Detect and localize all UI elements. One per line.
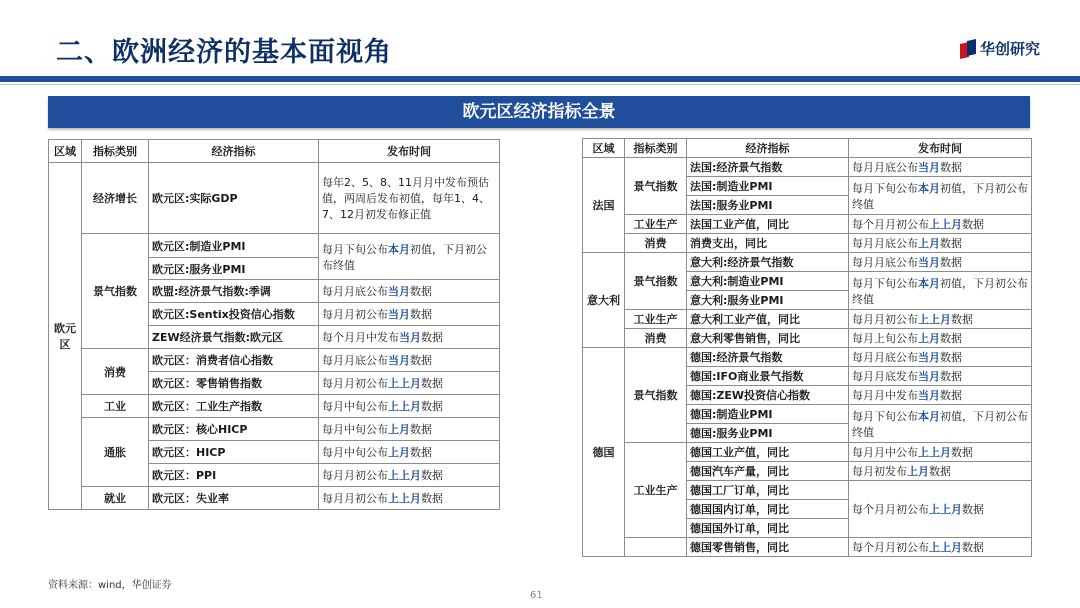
category-cell: 景气指数 [625, 253, 687, 310]
table-row [49, 349, 500, 372]
publish-cell: 每个月月初公布上上月数据 [849, 538, 1032, 557]
table-row [49, 487, 500, 510]
publish-cell: 每月下旬公布本月初值，下月初公布终值 [849, 405, 1032, 443]
table-row [583, 443, 1032, 462]
indicator-cell: 欧元区：PPI [149, 464, 319, 487]
table-header-row [49, 140, 500, 163]
indicator-cell: 德国:经济景气指数 [687, 348, 849, 367]
publish-cell: 每月月初公布上上月数据 [849, 310, 1032, 329]
indicator-cell: 欧元区：消费者信心指数 [149, 349, 319, 372]
indicator-cell: 德国:ZEW投资信心指数 [687, 386, 849, 405]
page-title: 二、欧洲经济的基本面视角 [56, 37, 392, 68]
category-cell: 消费 [625, 329, 687, 348]
indicator-cell: 意大利零售销售，同比 [687, 329, 849, 348]
category-cell: 工业生产 [625, 215, 687, 234]
publish-cell: 每月月底公布上月数据 [849, 234, 1032, 253]
table-row [49, 395, 500, 418]
category-cell: 景气指数 [625, 348, 687, 443]
indicator-cell: 法国:服务业PMI [687, 196, 849, 215]
publish-cell: 每月月底公布当月数据 [319, 280, 500, 303]
header-cell: 发布时间 [319, 140, 500, 163]
indicator-cell: 意大利:服务业PMI [687, 291, 849, 310]
header-rule-thin [0, 84, 1080, 85]
indicator-cell: 欧元区：核心HICP [149, 418, 319, 441]
publish-cell: 每年2、5、8、11月月中发布预估值，两周后发布初值，每年1、4、7、12月初发布修正值 [319, 163, 500, 234]
indicator-cell: 德国工业产值，同比 [687, 443, 849, 462]
indicator-cell: 欧元区:服务业PMI [149, 258, 319, 280]
category-cell: 消费 [625, 234, 687, 253]
indicator-cell: 意大利:经济景气指数 [687, 253, 849, 272]
table-header-row [583, 139, 1032, 158]
category-cell: 景气指数 [625, 158, 687, 215]
category-cell: 景气指数 [82, 234, 149, 349]
publish-cell: 每月月中公布上上月数据 [849, 443, 1032, 462]
category-cell: 经济增长 [82, 163, 149, 234]
table-row [49, 163, 500, 234]
indicator-cell: 欧元区：HICP [149, 441, 319, 464]
header-cell: 发布时间 [849, 139, 1032, 158]
huachuang-logo-icon [960, 40, 976, 58]
page-number: 61 [530, 590, 543, 601]
indicator-cell: 意大利:制造业PMI [687, 272, 849, 291]
indicator-cell: 欧元区:制造业PMI [149, 234, 319, 258]
publish-cell: 每月下旬公布本月初值，下月初公布终值 [319, 234, 500, 280]
category-cell: 工业生产 [625, 443, 687, 538]
logo-text: 华创研究 [979, 40, 1040, 58]
indicator-cell: 德国汽车产量，同比 [687, 462, 849, 481]
publish-cell: 每月中旬公布上上月数据 [319, 395, 500, 418]
publish-cell: 每月月中发布当月数据 [849, 386, 1032, 405]
indicator-cell: 欧盟:经济景气指数:季调 [149, 280, 319, 303]
publish-cell: 每月月初公布上上月数据 [319, 372, 500, 395]
publish-cell: 每月下旬公布本月初值，下月初公布终值 [849, 272, 1032, 310]
indicator-cell: 意大利工业产值，同比 [687, 310, 849, 329]
indicator-cell: 法国:经济景气指数 [687, 158, 849, 177]
region-cell: 德国 [583, 348, 625, 557]
region-cell: 欧元区 [49, 163, 82, 510]
table-row [583, 329, 1032, 348]
publish-cell: 每个月月中发布当月数据 [319, 326, 500, 349]
table-row [583, 253, 1032, 272]
header-cell: 指标类别 [625, 139, 687, 158]
table-row [583, 348, 1032, 367]
publish-cell: 每月月初公布上上月数据 [319, 464, 500, 487]
source-note: 资料来源：wind，华创证券 [48, 580, 172, 591]
header-cell: 区域 [49, 140, 82, 163]
region-cell: 法国 [583, 158, 625, 253]
indicator-cell: 欧元区：零售销售指数 [149, 372, 319, 395]
header-cell: 区域 [583, 139, 625, 158]
category-cell: 工业 [82, 395, 149, 418]
region-cell: 意大利 [583, 253, 625, 348]
indicator-cell: 消费支出，同比 [687, 234, 849, 253]
publish-cell: 每月月初公布上上月数据 [319, 487, 500, 510]
table-row [49, 234, 500, 258]
publish-cell: 每月月初公布当月数据 [319, 303, 500, 326]
eurozone-indicator-table [48, 139, 500, 510]
category-cell: 消费 [82, 349, 149, 395]
indicator-cell: 法国工业产值，同比 [687, 215, 849, 234]
table-row [583, 310, 1032, 329]
category-cell [625, 538, 687, 557]
category-cell: 工业生产 [625, 310, 687, 329]
category-cell: 通胀 [82, 418, 149, 487]
indicator-cell: 法国:制造业PMI [687, 177, 849, 196]
indicator-cell: ZEW经济景气指数:欧元区 [149, 326, 319, 349]
table-row [49, 418, 500, 441]
header-cell: 经济指标 [149, 140, 319, 163]
category-cell: 就业 [82, 487, 149, 510]
publish-cell: 每月下旬公布本月初值，下月初公布终值 [849, 177, 1032, 215]
indicator-cell: 德国:制造业PMI [687, 405, 849, 424]
indicator-cell: 德国:服务业PMI [687, 424, 849, 443]
header-rule [0, 76, 1080, 82]
table-row [583, 215, 1032, 234]
publish-cell: 每个月月初公布上上月数据 [849, 481, 1032, 538]
indicator-cell: 德国工厂订单，同比 [687, 481, 849, 500]
publish-cell: 每月上旬公布上月数据 [849, 329, 1032, 348]
publish-cell: 每月中旬公布上月数据 [319, 418, 500, 441]
publish-cell: 每月初发布上月数据 [849, 462, 1032, 481]
country-indicator-table [582, 138, 1032, 557]
publish-cell: 每月月底公布当月数据 [849, 348, 1032, 367]
indicator-cell: 欧元区：工业生产指数 [149, 395, 319, 418]
indicator-cell: 欧元区:实际GDP [149, 163, 319, 234]
header-cell: 指标类别 [82, 140, 149, 163]
indicator-cell: 德国:IFO商业景气指数 [687, 367, 849, 386]
indicator-cell: 德国国外订单，同比 [687, 519, 849, 538]
publish-cell: 每月月底公布当月数据 [849, 253, 1032, 272]
publish-cell: 每个月月初公布上上月数据 [849, 215, 1032, 234]
section-banner: 欧元区经济指标全景 [48, 96, 1030, 128]
indicator-cell: 欧元区:Sentix投资信心指数 [149, 303, 319, 326]
publish-cell: 每月月底公布当月数据 [319, 349, 500, 372]
indicator-cell: 欧元区：失业率 [149, 487, 319, 510]
table-row [583, 234, 1032, 253]
brand-logo [960, 38, 1040, 59]
table-row [583, 158, 1032, 177]
publish-cell: 每月中旬公布上月数据 [319, 441, 500, 464]
table-row [583, 538, 1032, 557]
publish-cell: 每月月底发布当月数据 [849, 367, 1032, 386]
publish-cell: 每月月底公布当月数据 [849, 158, 1032, 177]
indicator-cell: 德国零售销售，同比 [687, 538, 849, 557]
indicator-cell: 德国国内订单，同比 [687, 500, 849, 519]
header-cell: 经济指标 [687, 139, 849, 158]
